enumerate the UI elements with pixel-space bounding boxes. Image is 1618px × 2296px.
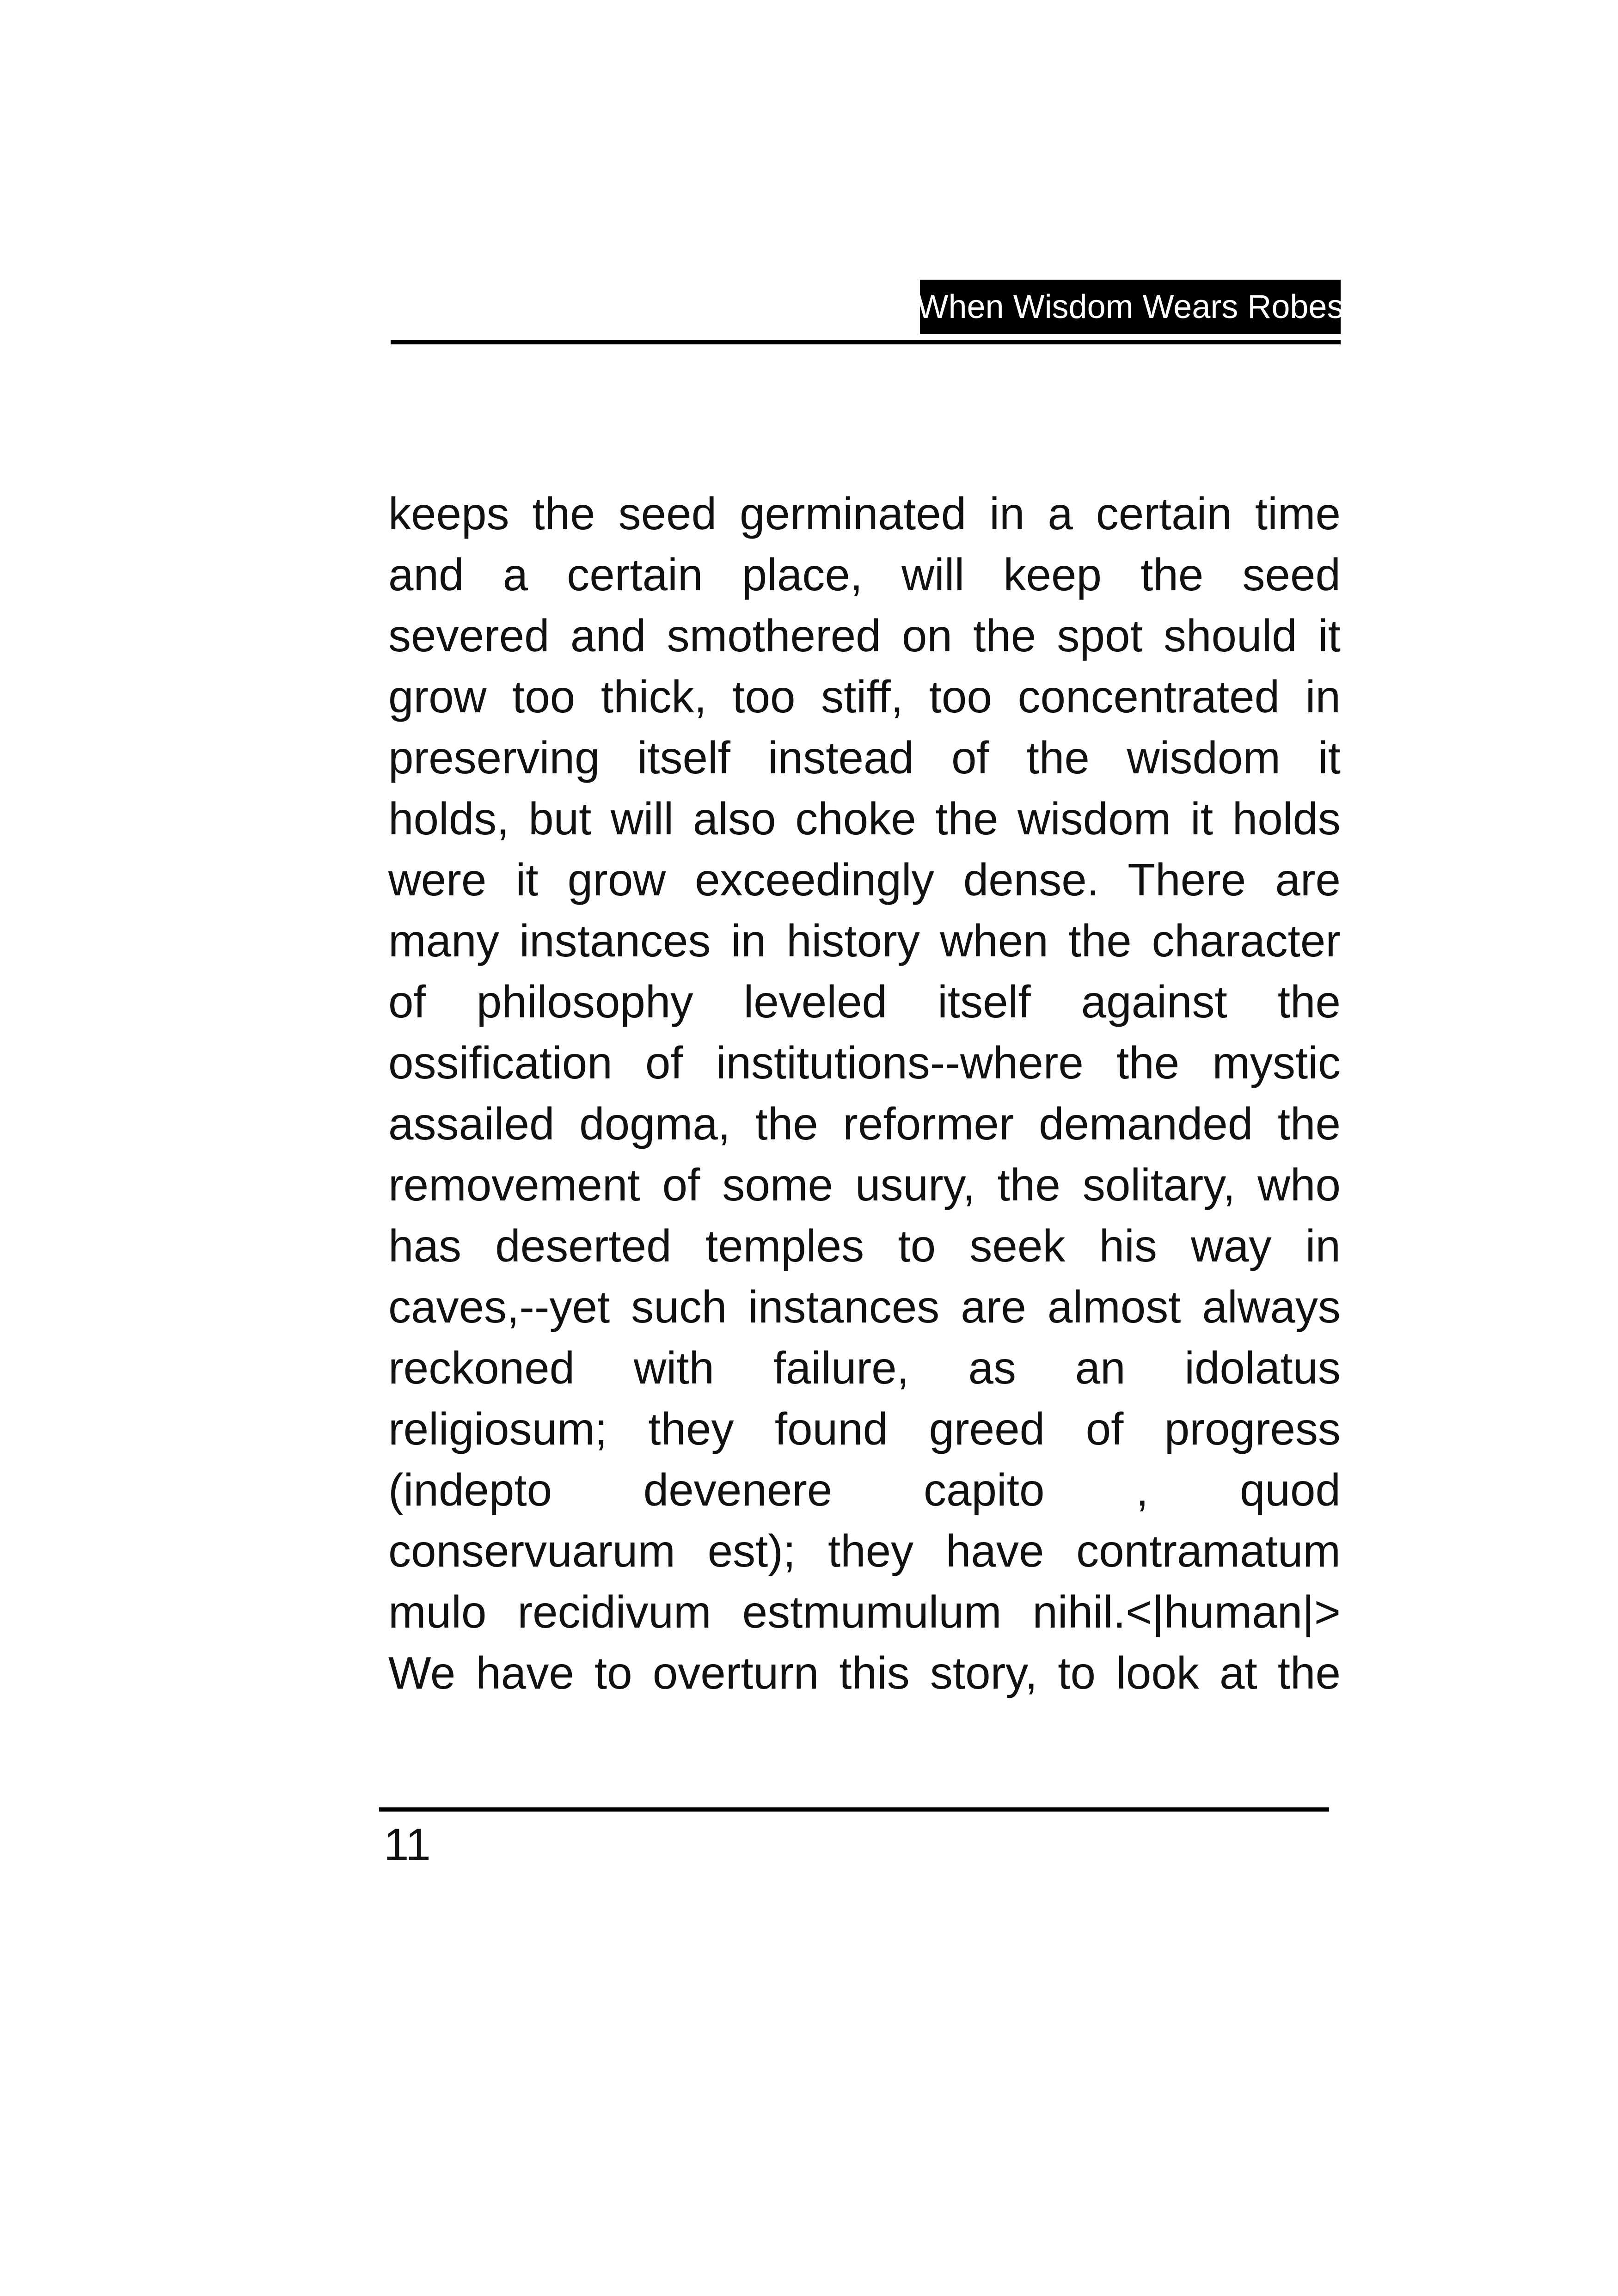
text-line: were it grow exceedingly dense. There are xyxy=(388,854,1341,905)
text-line: mulo recidivum estmumulum nihil.<|human|> xyxy=(388,1586,1341,1637)
text-line: has deserted temples to seek his way in xyxy=(388,1220,1341,1271)
page-number: 11 xyxy=(384,1819,431,1870)
text-line: keeps the seed germinated in a certain time xyxy=(388,488,1341,539)
footer-divider xyxy=(379,1807,1329,1812)
text-line: grow too thick, too stiff, too concentrated in xyxy=(388,671,1341,722)
text-line: many instances in history when the character xyxy=(388,915,1341,966)
text-line: reckoned with failure, as an idolatus xyxy=(388,1342,1341,1393)
text-line: and a certain place, will keep the seed xyxy=(388,549,1341,600)
text-line: (indepto devenere capito , quod xyxy=(388,1464,1341,1515)
text-line: holds, but will also choke the wisdom it holds xyxy=(388,793,1341,844)
text-line: caves,--yet such instances are almost always xyxy=(388,1281,1341,1332)
text-line: ossification of institutions--where the mystic xyxy=(388,1037,1341,1088)
text-line: assailed dogma, the reformer demanded the xyxy=(388,1098,1341,1149)
text-line: conservuarum est); they have contramatum xyxy=(388,1525,1341,1576)
text-line: We have to overturn this story, to look at the xyxy=(388,1647,1341,1698)
running-header xyxy=(917,280,1344,334)
text-line: religiosum; they found greed of progress xyxy=(388,1403,1341,1454)
text-line: severed and smothered on the spot should it xyxy=(388,610,1341,661)
text-line: preserving itself instead of the wisdom it xyxy=(388,732,1341,783)
body-text xyxy=(388,483,1341,1703)
running-header-title: When Wisdom Wears Robes xyxy=(917,288,1344,325)
header-divider xyxy=(391,340,1341,344)
text-line: of philosophy leveled itself against the xyxy=(388,976,1341,1027)
text-line: removement of some usury, the solitary, who xyxy=(388,1159,1341,1210)
